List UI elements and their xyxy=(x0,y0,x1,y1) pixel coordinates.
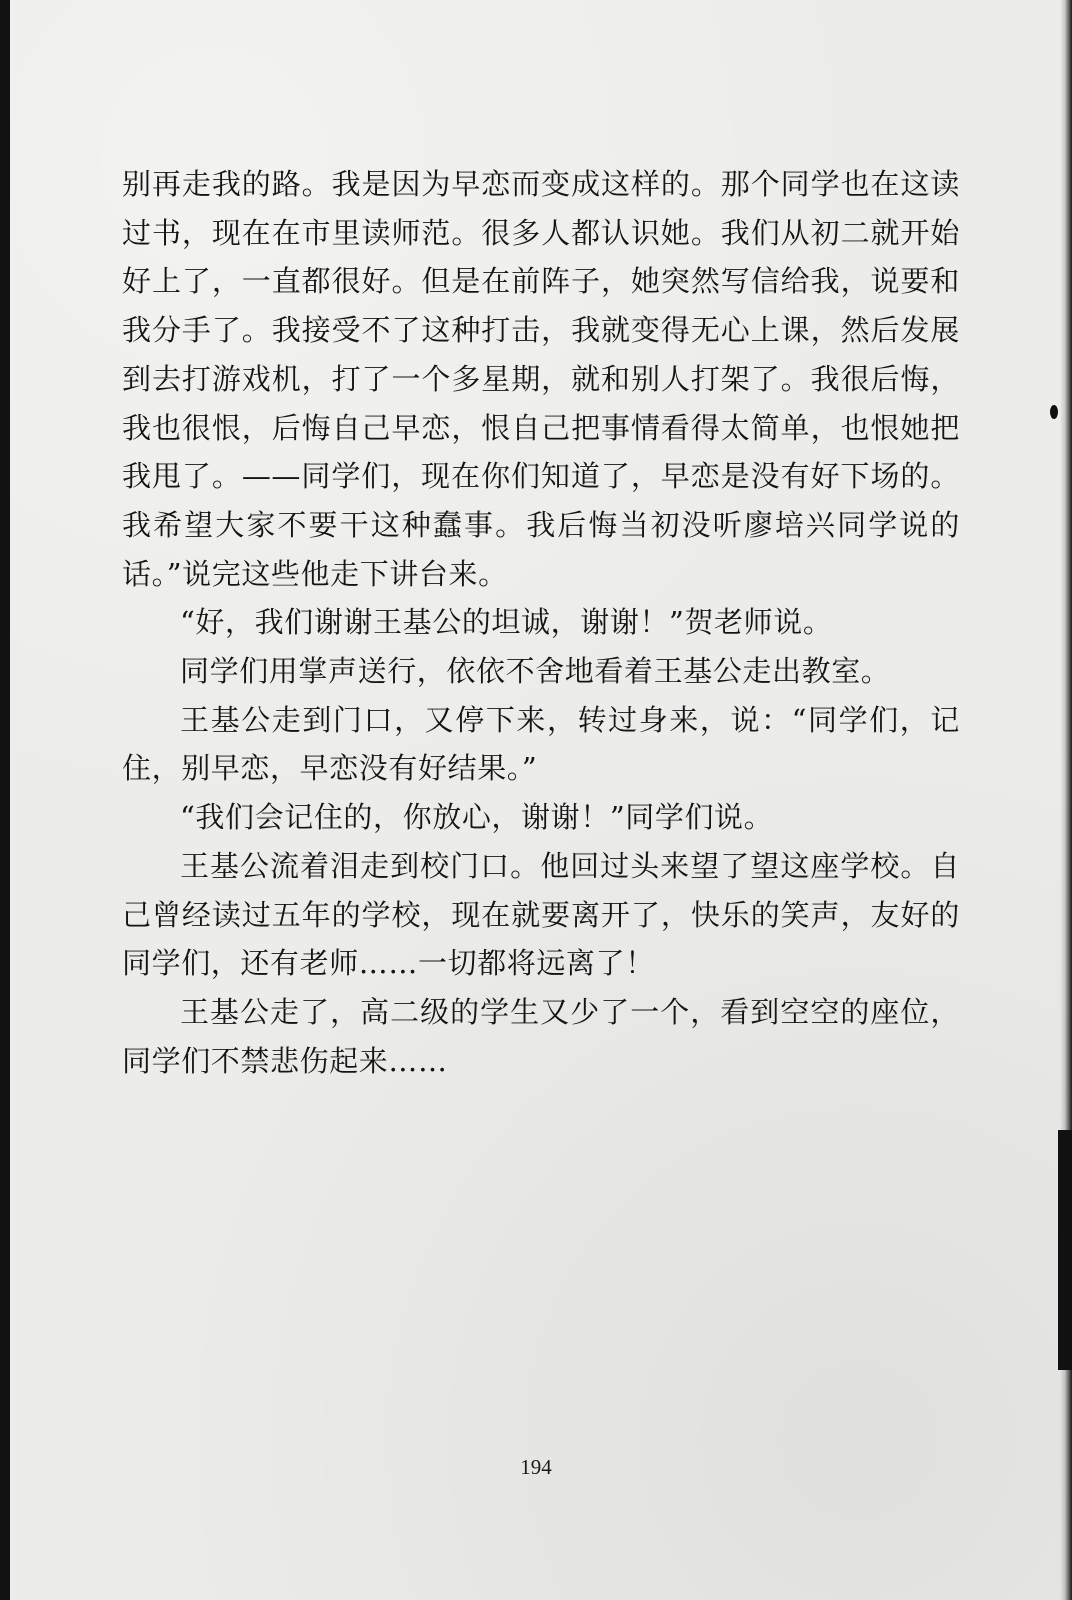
paragraph: “好，我们谢谢王基公的坦诚，谢谢！”贺老师说。 xyxy=(180,605,833,640)
scan-border-left xyxy=(0,0,10,1600)
scan-border-right-dark xyxy=(1058,1130,1072,1370)
paragraph: 王基公流着泪走到校门口。他回过头来望了望这座学校。自己曾经读过五年的学校，现在就要离开了，快乐的笑声，友好的同学们，还有老师……一切都将远离了！ xyxy=(122,848,960,981)
scan-speck xyxy=(1050,405,1058,419)
paragraph: 王基公走了，高二级的学生又少了一个，看到空空的座位，同学们不禁悲伤起来…… xyxy=(122,994,960,1078)
paragraph: “我们会记住的，你放心，谢谢！”同学们说。 xyxy=(180,800,774,835)
paragraph-continued: 别再走我的路。我是因为早恋而变成这样的。那个同学也在这读过书，现在在市里读师范。很多人都认识她。我们从初二就开始好上了，一直都很好。但是在前阵子，她突然写信给我，说要和我分手了。我接受不了这种打击，我就变得无心上课，然后发展到去打游戏机，打了一个多星期，就和别人打架了。我很后悔，我也很恨，后悔自己早恋，恨自己把事情看得太简单，也恨她把我甩了。——同学们，现在你们知道了，早恋是没有好下场的。我希望大家不要干这种蠢事。我后悔当初没听廖培兴同学说的话。”说完这些他走下讲台来。 xyxy=(122,167,960,591)
paragraph: 同学们用掌声送行，依依不舍地看着王基公走出教室。 xyxy=(180,654,891,689)
page-number: 194 xyxy=(520,1455,552,1479)
body-text xyxy=(122,160,960,1085)
paragraph: 王基公走到门口，又停下来，转过身来，说：“同学们，记住，别早恋，早恋没有好结果。” xyxy=(122,702,960,786)
